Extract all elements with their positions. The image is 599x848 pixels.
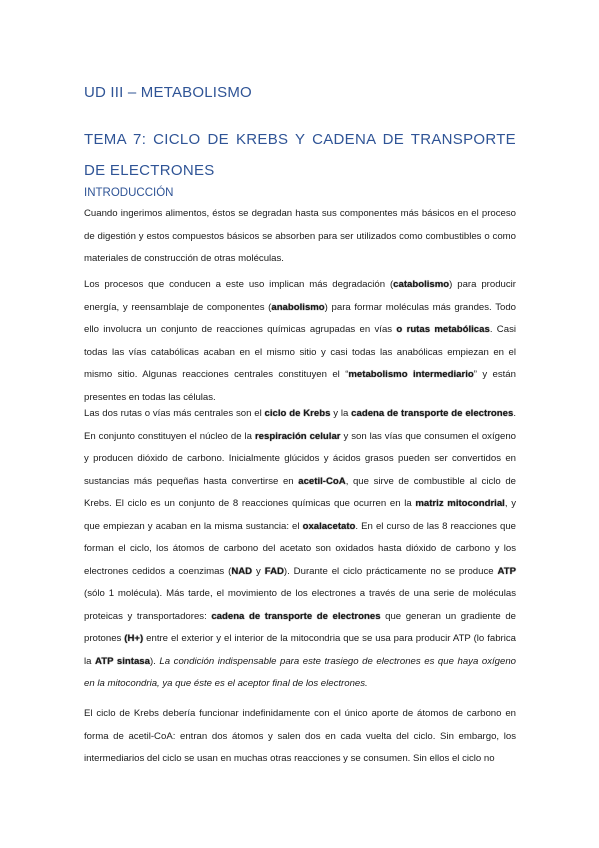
keyword-atp: ATP: [497, 565, 516, 577]
paragraph-central-routes: [84, 403, 516, 696]
keyword-nad: NAD: [231, 565, 253, 577]
text-run: ). Durante el ciclo prácticamente no se produce: [283, 565, 498, 577]
text-run: ) para producir energía, y reensamblaje de componentes (: [84, 279, 516, 313]
keyword-respiracion-celular: respiración celular: [254, 430, 341, 442]
keyword-rutas-metabolicas: o rutas metabólicas: [396, 324, 490, 335]
paragraph-krebs-cycle: [84, 703, 516, 771]
paragraph-text: El ciclo de Krebs debería funcionar indefinidamente con el único aporte de átomos de carbono en forma de acetil-CoA: entran dos átomos y salen dos en cada vuelta del ciclo. Sin embargo, los intermediarios del ciclo se usan en muchas otras reacciones y se consumen. Sin ellos el ciclo no: [84, 708, 516, 764]
topic-title: TEMA 7: CICLO DE KREBS Y CADENA DE TRANSPORTE DE ELECTRONES: [84, 131, 516, 179]
text-run: Los procesos que conducen a este uso implican más degradación (: [84, 279, 394, 290]
text-run: (sólo 1 molécula). Más tarde, el movimiento de los electrones a través de una serie de moléculas proteicas y transportadores:: [84, 588, 516, 622]
text-run: entre el exterior y el interior de la mitocondria que se usa para producir ATP (lo fabrica la: [84, 633, 516, 667]
text-run: ).: [149, 655, 160, 667]
unit-title: UD III – METABOLISMO: [84, 84, 252, 101]
keyword-metabolismo-intermediario: metabolismo intermediario: [348, 369, 474, 380]
keyword-anabolismo: anabolismo: [271, 301, 325, 313]
keyword-protones: (H+): [124, 633, 144, 644]
keyword-acetil-coa: acetil-CoA: [298, 475, 346, 487]
text-run: y: [252, 565, 265, 577]
text-run: , y que empiezan y acaban en la misma sustancia: el: [84, 498, 516, 532]
keyword-atp-sintasa: ATP sintasa: [95, 655, 150, 667]
keyword-cadena-transporte-2: cadena de transporte de electrones: [211, 610, 381, 622]
keyword-ciclo-krebs: ciclo de Krebs: [264, 408, 331, 419]
text-run: . En conjunto constituyen el núcleo de la: [84, 408, 516, 442]
text-run: y la: [330, 408, 352, 419]
text-run: Las dos rutas o vías más centrales son el: [84, 408, 265, 419]
text-run: , que sirve de combustible al ciclo de Krebs. El ciclo es un conjunto de 8 reacciones químicas que ocurren en la: [84, 475, 517, 509]
section-title: INTRODUCCIÓN: [84, 187, 174, 199]
keyword-matriz-mitocondrial: matriz mitocondrial: [415, 498, 505, 509]
paragraph-intro: [84, 203, 516, 271]
text-run: . Casi todas las vías catabólicas acaban en el mismo sitio y casi todas las anabólicas empiezan en el mismo sitio. Algunas reacciones centrales constituyen el “: [84, 324, 516, 380]
keyword-cadena-transporte: cadena de transporte de electrones: [351, 408, 514, 419]
text-run: y son las vías que consumen el oxígeno y producen dióxido de carbono. Inicialmente glúcidos y ácidos grasos pueden ser convertidos en sustancias más pequeñas hasta convertirse en: [84, 430, 516, 487]
paragraph-text: Cuando ingerimos alimentos, éstos se degradan hasta sus componentes más básicos en el proceso de digestión y estos compuestos básicos se absorben para ser utilizados como combustibles o como materiales de construcción de otras moléculas.: [84, 208, 516, 264]
keyword-oxalacetato: oxalacetato: [302, 520, 356, 532]
text-run: . En el curso de las 8 reacciones que forman el ciclo, los átomos de carbono del acetato son oxidados hasta dióxido de carbono y los electrones cedidos a coenzimas (: [84, 520, 517, 577]
text-run: ” y están presentes en todas las células.: [84, 369, 516, 403]
keyword-fad: FAD: [264, 565, 284, 577]
text-run: ) para formar moléculas más grandes. Todo ello involucra un conjunto de reacciones químicas agrupadas en vías: [84, 301, 517, 335]
paragraph-processes: [84, 274, 516, 409]
italic-condition: La condición indispensable para este trasiego de electrones es que haya oxígeno en la mitocondria, ya que éste es el aceptor final de los electrones.: [84, 655, 517, 689]
keyword-catabolismo: catabolismo: [393, 279, 450, 290]
text-run: que generan un gradiente de protones: [84, 610, 517, 644]
